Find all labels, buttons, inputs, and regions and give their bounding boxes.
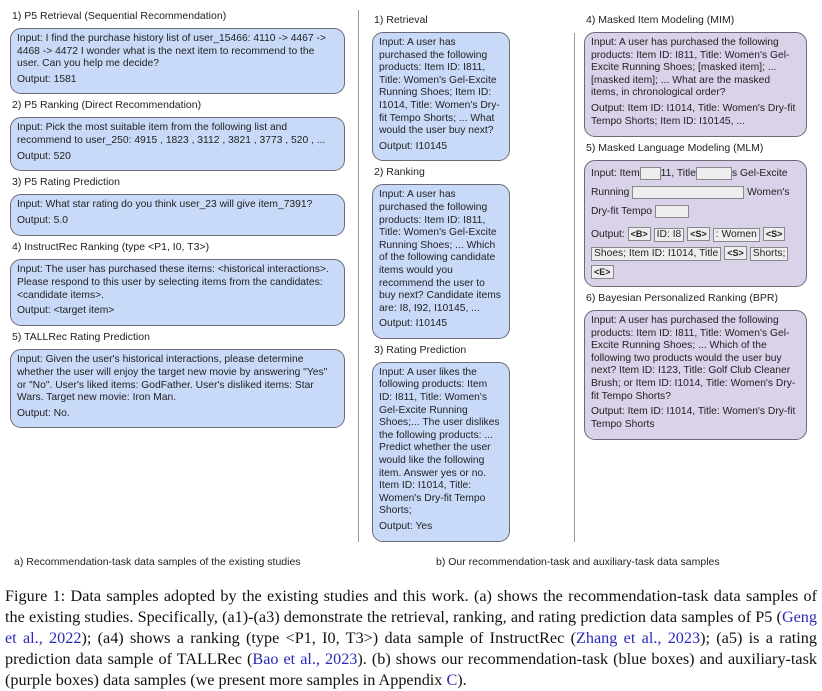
left-title-4: 4) InstructRec Ranking (type <P1, I0, T3>) bbox=[12, 241, 210, 254]
caption-text: ). (b) shows our recommendation-task (blue boxes) and auxiliary-task (purple boxes) data samples (we present more samples in Appendix bbox=[5, 649, 817, 689]
sample-input: Input: A user has purchased the following products: Item ID: I811, Title: Women's Gel-Excite Running Shoes; ... Which of the following candidate items would you recommend the user to buy next? Candidate items are: I8, I92, I10145, ... bbox=[379, 189, 501, 314]
mlm-text: 11, Title bbox=[660, 168, 696, 179]
sample-input: Input: A user has purchased the following products: Item ID: I811, Title: Women's Gel-Excite Running Shoes; ... Which of the following two products would the user buy next? Item ID: I123, Title: Golf Club Cleaner Brush; or Item ID: I1014, Title: Women's Dry-fit Tempo Shorts? bbox=[591, 315, 796, 402]
sample-input: Input: A user likes the following products: Item ID: I811, Title: Women's Gel-Excite Running Shoes;... The user dislikes the following products: ... Predict whether the user would like the following item. Answer yes or no. Item ID: I1014, Title: Women's Dry-fit Tempo Shorts; bbox=[379, 366, 500, 517]
left-title-3: 3) P5 Rating Prediction bbox=[12, 176, 120, 189]
sample-output: Output: I10145 bbox=[379, 318, 448, 330]
divider bbox=[358, 10, 359, 542]
sample-input: Input: Given the user's historical interactions, please determine whether the user will enjoy the target new movie by answering "Yes" or "No". User's liked items: GodFather. User's disliked items: Star Wars. Target new movie: Iron Man. bbox=[17, 354, 328, 404]
mlm-text: Input: Item bbox=[591, 168, 640, 179]
sample-output: Output: 5.0 bbox=[17, 214, 68, 226]
existing-studies-column bbox=[10, 0, 345, 428]
sample-output: Output: 520 bbox=[17, 150, 71, 162]
sample-input: Input: Pick the most suitable item from the following list and recommend to user_250: 4915 , 1823 , 3112 , 3821 , 3773 , 520 , ... bbox=[17, 122, 326, 146]
caption-text: Figure 1: Data samples adopted by the existing studies and this work. (a) shows the recommendation-task data samples of the existing studies. Specifically, (a1)-(a3) demonstrate the retrieval, ranking, and rating prediction data samples of P5 ( bbox=[5, 586, 817, 626]
mask-span bbox=[696, 167, 732, 180]
left-sample-box-5 bbox=[10, 349, 345, 428]
mlm-token: <E> bbox=[591, 265, 614, 279]
mlm-token: : Women bbox=[713, 228, 760, 242]
auxiliary-task-column bbox=[584, 0, 807, 440]
mlm-token: ID: I8 bbox=[654, 228, 685, 242]
mlm-title: 5) Masked Language Modeling (MLM) bbox=[586, 142, 764, 154]
mask-span bbox=[640, 167, 661, 180]
mid-sample-box-1 bbox=[372, 32, 510, 161]
mlm-text: s Gel-Excite bbox=[731, 168, 788, 179]
sample-input: Input: I find the purchase history list of user_15466: 4110 -> 4467 -> 4468 -> 4472 I wonder what is the next item to recommend to the user. Can you help me decide? bbox=[17, 33, 326, 70]
mlm-text: Women's bbox=[747, 187, 790, 198]
sample-input: Input: A user has purchased the following products: Item ID: I811, Title: Women's Gel-Excite Running Shoes; [masked item]; ... [masked item]; ... What are the masked items, in chronological order? bbox=[591, 37, 790, 99]
mlm-token: <S> bbox=[687, 227, 710, 241]
mlm-text: Dry-fit Tempo bbox=[591, 206, 653, 217]
subcaption-b: b) Our recommendation-task and auxiliary-task data samples bbox=[436, 555, 720, 568]
left-sample-box-1 bbox=[10, 28, 345, 94]
sample-output: Output: No. bbox=[17, 407, 70, 419]
sample-input: Input: The user has purchased these items: <historical interactions>. Please respond to this user by selecting items from the candidates: <candidate items>. bbox=[17, 264, 329, 301]
mlm-input bbox=[591, 164, 800, 221]
mlm-text: Running bbox=[591, 187, 630, 198]
left-sample-box-3 bbox=[10, 194, 345, 236]
left-title-1: 1) P5 Retrieval (Sequential Recommendation) bbox=[12, 10, 227, 22]
mlm-token: <B> bbox=[628, 227, 651, 241]
left-sample-box-4 bbox=[10, 259, 345, 326]
citation-link[interactable]: Bao et al., 2023 bbox=[252, 649, 358, 668]
mask-span bbox=[632, 186, 744, 199]
sample-input: Input: What star rating do you think user_23 will give item_7391? bbox=[17, 199, 313, 211]
citation-link[interactable]: Zhang et al., 2023 bbox=[576, 628, 701, 647]
sample-output: Output: Yes bbox=[379, 521, 433, 532]
mlm-token: <S> bbox=[763, 227, 786, 241]
left-sample-box-2 bbox=[10, 117, 345, 171]
subcaption-a: a) Recommendation-task data samples of the existing studies bbox=[14, 555, 301, 568]
mlm-token: Shoes; Item ID: I1014, Title bbox=[591, 247, 721, 261]
mid-title-1: 1) Retrieval bbox=[374, 14, 428, 26]
mlm-sample-box bbox=[584, 160, 807, 287]
mlm-output-label: Output: bbox=[591, 229, 625, 240]
bpr-sample-box bbox=[584, 310, 807, 440]
sample-output: Output: Item ID: I1014, Title: Women's Dry-fit Tempo Shorts; Item ID: I10145, ... bbox=[591, 102, 796, 127]
caption-text: ). bbox=[457, 670, 467, 689]
divider bbox=[574, 33, 575, 542]
mid-sample-box-3 bbox=[372, 362, 510, 542]
mask-span bbox=[655, 205, 689, 218]
left-title-5: 5) TALLRec Rating Prediction bbox=[12, 331, 150, 344]
left-title-2: 2) P5 Ranking (Direct Recommendation) bbox=[12, 99, 202, 112]
citation-link[interactable]: Geng et al., 2022 bbox=[5, 607, 817, 647]
mid-title-2: 2) Ranking bbox=[374, 166, 425, 179]
mlm-token: <S> bbox=[724, 246, 747, 260]
recommendation-task-column bbox=[372, 0, 510, 542]
sample-output: Output: <target item> bbox=[17, 305, 115, 317]
bpr-title: 6) Bayesian Personalized Ranking (BPR) bbox=[586, 292, 779, 304]
mlm-output bbox=[591, 225, 800, 282]
subcaption-row bbox=[0, 556, 822, 586]
mid-title-3: 3) Rating Prediction bbox=[374, 343, 467, 356]
mid-sample-box-2 bbox=[372, 184, 510, 339]
mim-title: 4) Masked Item Modeling (MIM) bbox=[586, 14, 735, 26]
figure-caption bbox=[5, 586, 817, 691]
sample-output: Output: 1581 bbox=[17, 73, 77, 85]
sample-output: Output: Item ID: I1014, Title: Women's Dry-fit Tempo Shorts bbox=[591, 406, 796, 430]
mim-sample-box bbox=[584, 32, 807, 137]
mlm-token: Shorts; bbox=[750, 247, 789, 261]
caption-text: ); (a4) shows a ranking (type <P1, I0, T3>) data sample of InstructRec ( bbox=[81, 628, 576, 647]
sample-output: Output: I10145 bbox=[379, 140, 448, 152]
sample-input: Input: A user has purchased the following products: Item ID: I811, Title: Women's Gel-Excite Running Shoes; Item ID: I1014, Title: Women's Dry-fit Tempo Shorts; ... What would the user buy next? bbox=[379, 37, 500, 137]
appendix-link[interactable]: C bbox=[446, 670, 458, 689]
caption-text: ); (a5) is a rating prediction data sample of TALLRec ( bbox=[5, 628, 817, 668]
